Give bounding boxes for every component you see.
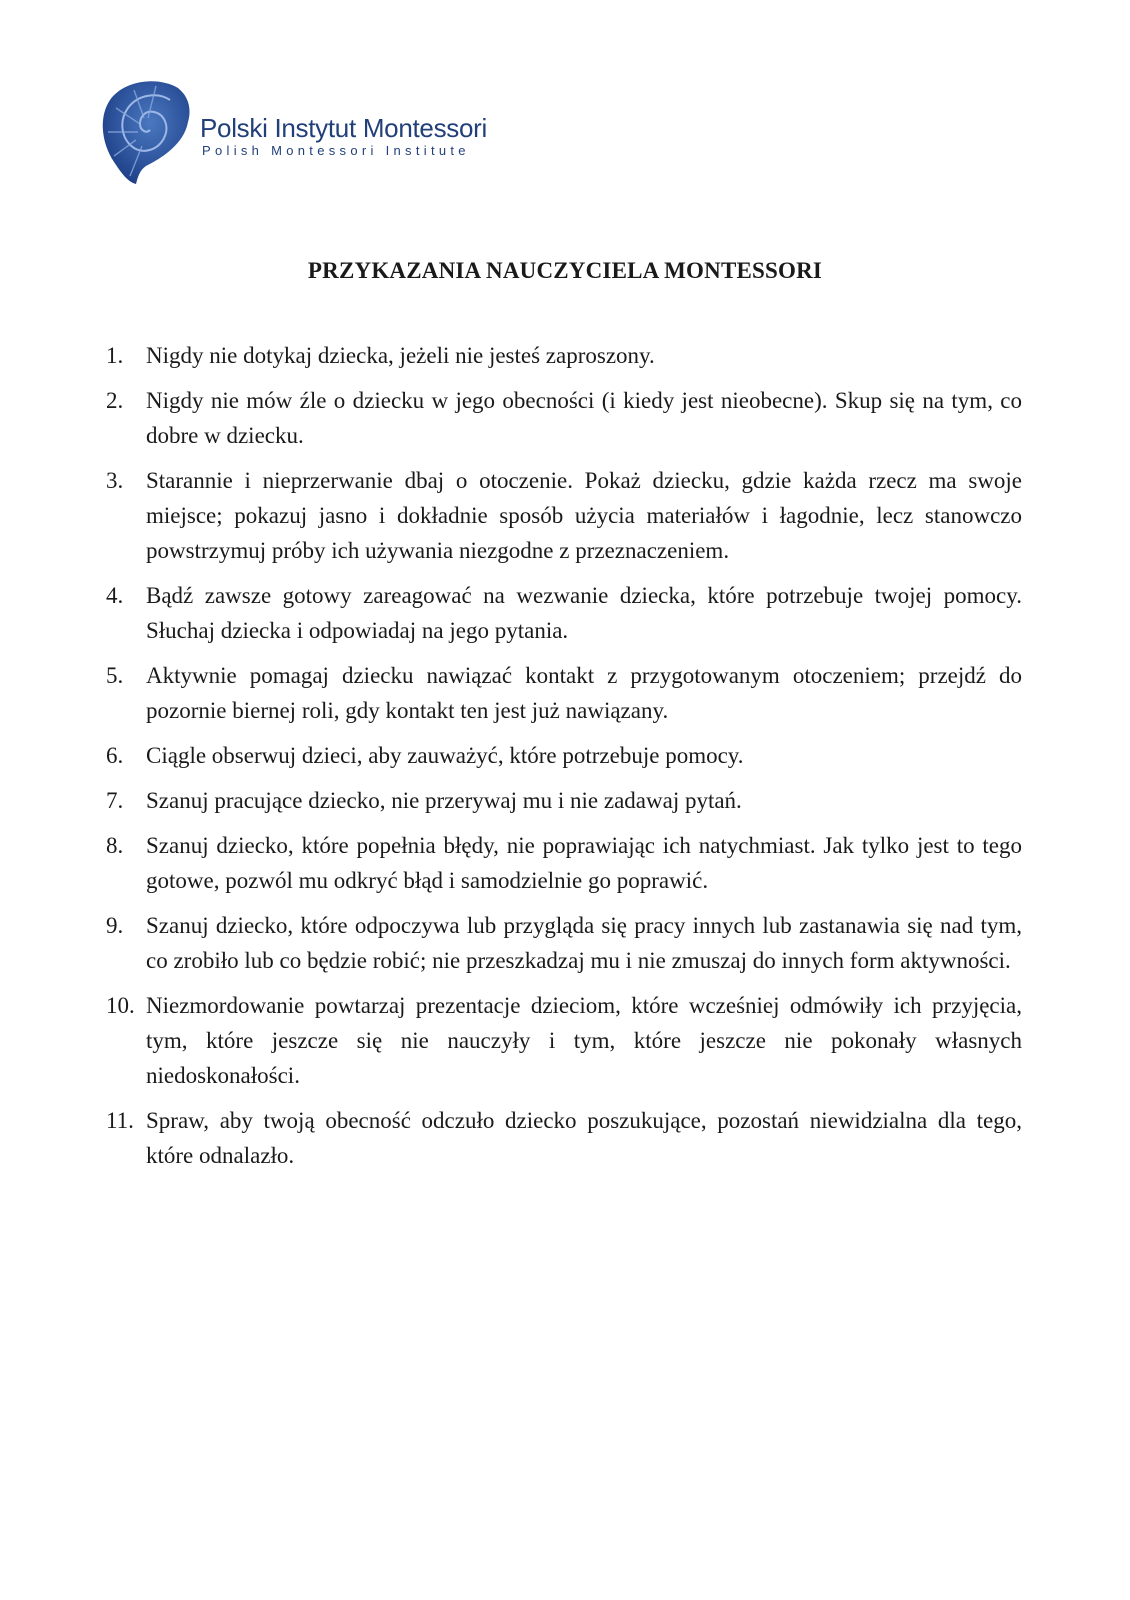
item-number: 1. [106,343,124,368]
list-item [106,828,1022,898]
logo [100,78,487,186]
item-text: Bądź zawsze gotowy zareagować na wezwanie dziecka, które potrzebuje twojej pomocy. Słuchaj dziecka i odpowiadaj na jego pytania. [146,583,1022,643]
item-number: 7. [106,788,124,813]
commandments-list [106,338,1022,1183]
item-number: 9. [106,913,124,938]
item-number: 3. [106,468,124,493]
list-item [106,578,1022,648]
list-item [106,1103,1022,1173]
logo-text [200,113,487,159]
item-number: 8. [106,833,124,858]
list-item [106,988,1022,1093]
list-item [106,783,1022,818]
list-item [106,908,1022,978]
item-text: Starannie i nieprzerwanie dbaj o otoczenie. Pokaż dziecku, gdzie każda rzecz ma swoje miejsce; pokazuj jasno i dokładnie sposób użycia materiałów i łagodnie, lecz stanowczo powstrzymuj próby ich używania niezgodne z przeznaczeniem. [146,468,1022,563]
item-text: Szanuj pracujące dziecko, nie przerywaj mu i nie zadawaj pytań. [146,788,742,813]
item-text: Spraw, aby twoją obecność odczuło dziecko poszukujące, pozostań niewidzialna dla tego, które odnalazło. [146,1108,1022,1168]
list-item [106,738,1022,773]
list-item [106,658,1022,728]
item-number: 6. [106,743,124,768]
item-text: Nigdy nie mów źle o dziecku w jego obecności (i kiedy jest nieobecne). Skup się na tym, co dobre w dziecku. [146,388,1022,448]
nautilus-shell-icon [100,78,192,186]
item-number: 4. [106,583,124,608]
item-number: 11. [106,1108,134,1133]
item-text: Nigdy nie dotykaj dziecka, jeżeli nie jesteś zaproszony. [146,343,655,368]
list-item [106,338,1022,373]
item-text: Ciągle obserwuj dzieci, aby zauważyć, które potrzebuje pomocy. [146,743,744,768]
item-text: Szanuj dziecko, które popełnia błędy, nie poprawiając ich natychmiast. Jak tylko jest to tego gotowe, pozwól mu odkryć błąd i samodzielnie go poprawić. [146,833,1022,893]
list-item [106,383,1022,453]
item-text: Aktywnie pomagaj dziecku nawiązać kontakt z przygotowanym otoczeniem; przejdź do pozornie biernej roli, gdy kontakt ten jest już nawiązany. [146,663,1022,723]
institute-name-english: Polish Montessori Institute [202,143,470,158]
document-title: PRZYKAZANIA NAUCZYCIELA MONTESSORI [307,258,823,283]
item-number: 5. [106,663,124,688]
list-item [106,463,1022,568]
item-number: 10. [106,993,135,1018]
item-number: 2. [106,388,124,413]
institute-name: Polski Instytut Montessori [200,113,487,143]
item-text: Niezmordowanie powtarzaj prezentacje dzieciom, które wcześniej odmówiły ich przyjęcia, tym, które jeszcze się nie nauczyły i tym, które jeszcze nie pokonały własnych niedoskonałości. [146,993,1022,1088]
item-text: Szanuj dziecko, które odpoczywa lub przygląda się pracy innych lub zastanawia się nad tym, co zrobiło lub co będzie robić; nie przeszkadzaj mu i nie zmuszaj do innych form aktywności. [146,913,1022,973]
